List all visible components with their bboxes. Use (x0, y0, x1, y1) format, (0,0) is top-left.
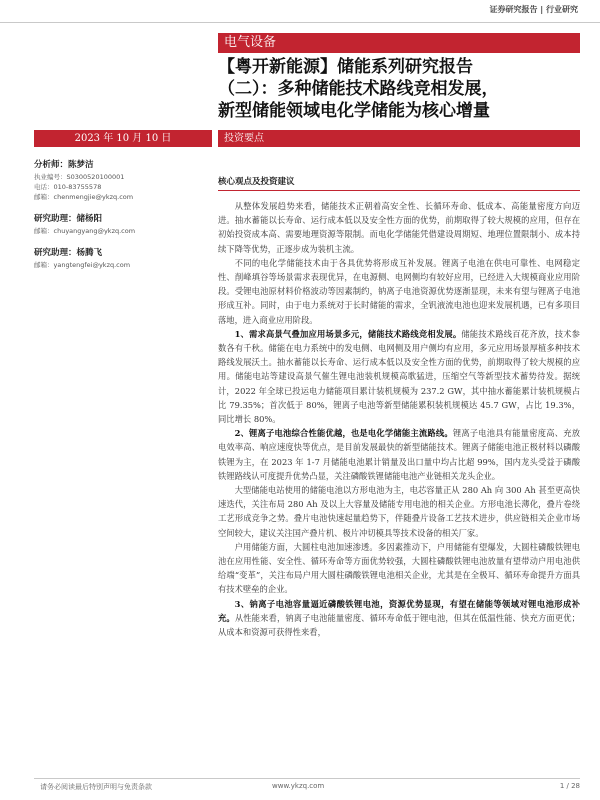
analyst-license: 执业编号：S0300520100001 (34, 173, 125, 181)
page-footer (34, 778, 580, 793)
report-title (218, 56, 580, 122)
paragraph-text: 不同的电化学储能技术由于各具优势将形成互补发展。锂离子电池在供电可靠性、电网稳定性、削峰填谷等场景需求表现优异，在电源侧、电网侧均有较好应用，已经进入大规模商业应用阶段。受锂电池原材料价格波动等因素制约，钠离子电池资源优势逐渐显现，未来有望与锂离子电池形成互补。同时，由于电力系统对于长时储能的需求，全钒液流电池也迎来发展机遇，已有多项目落地，进入商业应用阶段。 (218, 257, 580, 325)
title-line: 【粤开新能源】储能系列研究报告 (218, 57, 473, 77)
paragraph-text: 从性能来看，钠离子电池能量密度、循环寿命低于锂电池，但其在低温性能、快充方面更优；从成本和资源可获得性来看， (218, 612, 580, 638)
analyst-phone: 电话：010-83755578 (34, 183, 102, 191)
body-paragraph (218, 426, 580, 483)
section-label-investment-highlights: 投资要点 (218, 130, 580, 147)
analyst-name: 陈梦洁 (68, 160, 94, 170)
title-line: （二）：多种储能技术路线竞相发展， (218, 79, 499, 99)
paragraph-list (218, 199, 580, 639)
paragraph-text: 大型储能电站使用的储能电池以方形电池为主，电芯容量正从 280 Ah 向 300 Ah 甚至更高快速迭代，关注布局 280 Ah 及以上大容量及储能专用电池的相关企业。方形电池长薄化，叠片卷绕工艺形成竞争之势。叠片电池快速起量趋势下，伴随叠片设备工艺技术进步，供应链相关企业市场空间较大，建议关注国产叠片机、极片冲切模具等技术设备的相关厂家。 (218, 485, 580, 538)
analyst-role: 研究助理： (34, 214, 77, 224)
paragraph-text: 锂离子电池具有能量密度高、充放电效率高、响应速度快等优点，是目前发展最快的新型储能技术。锂离子储能电池正极材料以磷酸铁锂为主，在 2023 年 1-7 月储能电池累计销量及出口量中均占比超 99%，国内龙头受益于磷酸铁锂路线认可度提升优势凸显，关注磷酸铁锂储能电池产业链相关龙头企业。 (218, 428, 580, 481)
paragraph-text: 从整体发展趋势来看，储能技术正朝着高安全性、长循环寿命、低成本、高能量密度方向迈进。抽水蓄能以长寿命、运行成本低以及安全性方面的优势，前期取得了较大规模的应用，但存在初始投资成本高、需要地理资源等限制。而电化学储能凭借建设周期短、地理位置限制小、成本持续下降等优势，正逐步成为装机主流。 (218, 201, 580, 254)
top-header-bar (0, 0, 600, 23)
analyst-block (34, 212, 212, 236)
paragraph-text: 户用储能方面，大圆柱电池加速渗透。多因素推动下，户用储能有望爆发，大圆柱磷酸铁锂电池在应用性能、安全性、循环寿命等方面优势较强，大圆柱磷酸铁锂电池放量有望带动户用电池供给端“变革”，关注布局户用大圆柱磷酸铁锂电池相关企业，尤其是在全极耳、循环寿命提升方面具有技术壁垒的企业。 (218, 541, 580, 595)
report-date: 2023 年 10 月 10 日 (34, 130, 212, 147)
disclaimer-text: 请务必阅读最后特别声明与免责条款 (40, 783, 152, 791)
paragraph-lead: 1、需求高景气叠加应用场景多元，储能技术路线竞相发展。 (234, 328, 462, 339)
paragraph-text: 储能技术路线百花齐放，技术参数各有千秋。储能在电力系统中的发电侧、电网侧及用户侧均有应用，多元应用场景厚植多种技术路线发展沃土。抽水蓄能以长寿命、运行成本低以及安全性方面的优势，前期取得了较大规模的应用。储能电站等建设高景气催生锂电池装机规模高歌猛进，压缩空气等新型技术蓄势待发。据统计，2022 年全球已投运电力储能项目累计装机规模为 237.2 GW，其中抽水蓄能累计装机规模占比 79.35%；首次低于 80%，锂离子电池等新型储能累积装机规模达 45.7 GW，占比 19.3%，同比增长 80%。 (218, 328, 580, 425)
analyst-block (34, 158, 212, 202)
paragraph-lead: 2、锂离子电池综合性能优越，也是电化学储能主流路线。 (234, 428, 453, 439)
analyst-email[interactable]: 邮箱：yangtengfei@ykzq.com (34, 261, 131, 269)
website-link[interactable]: www.ykzq.com (272, 782, 325, 790)
analyst-name: 杨腾飞 (76, 248, 103, 258)
analyst-email[interactable]: 邮箱：chenmengjie@ykzq.com (34, 193, 134, 201)
body-paragraph (218, 327, 580, 426)
title-line: 新型储能领域电化学储能为核心增量 (218, 101, 490, 121)
body-paragraph (218, 540, 580, 597)
body-paragraph (218, 597, 580, 640)
section-heading: 核心观点及投资建议 (218, 175, 580, 191)
analyst-email[interactable]: 邮箱：chuyangyang@ykzq.com (34, 227, 136, 235)
body-paragraph (218, 483, 580, 540)
analyst-role: 分析师： (34, 160, 69, 170)
main-content (218, 175, 580, 639)
analyst-block (34, 246, 212, 270)
body-paragraph (218, 199, 580, 256)
page-number: 1 / 28 (559, 782, 580, 790)
analyst-sidebar (34, 158, 212, 280)
body-paragraph (218, 256, 580, 327)
analyst-name: 储杨阳 (76, 214, 103, 224)
industry-tag: 电气设备 (218, 33, 580, 53)
report-type-label: 证券研究报告 | 行业研究 (489, 5, 578, 14)
analyst-role: 研究助理： (34, 248, 77, 258)
paragraph-lead: 3、钠离子电池容量逼近磷酸铁锂电池，资源优势显现，有望在储能等领域对锂电池形成补充。 (218, 598, 580, 623)
